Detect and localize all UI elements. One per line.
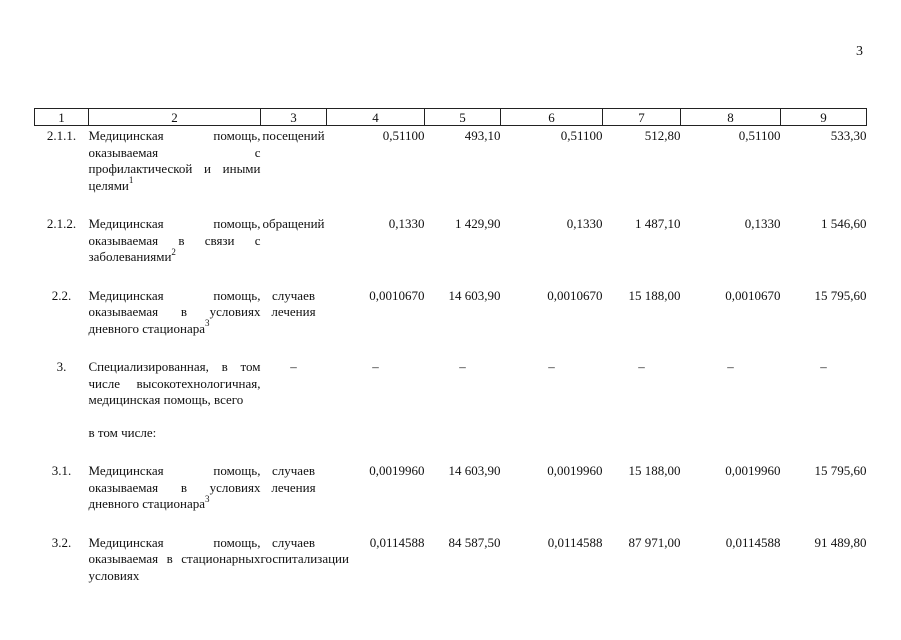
row-unit: случаев лечения — [271, 287, 316, 319]
cell-value: 14 603,90 — [448, 463, 501, 478]
cell-value: 0,0114588 — [725, 534, 781, 550]
row-unit: обращений — [262, 216, 325, 231]
row-name: Медицинская помощь, оказываемая в стационарных условиях — [88, 534, 261, 583]
row-name: Медицинская помощь, оказываемая в условиях дневного стационара$^3$ — [88, 287, 261, 336]
cell-value: 0,1330 — [388, 216, 425, 231]
cell-value: 512,80 — [644, 128, 681, 143]
cell-value: 493,10 — [464, 128, 501, 143]
footnote-ref: 3 — [205, 493, 210, 504]
table-row — [35, 463, 867, 535]
column-header: 8 — [681, 109, 781, 126]
column-header: 7 — [603, 109, 681, 126]
cell-value: 0,51100 — [382, 128, 425, 143]
cell-value: 0,0019960 — [547, 463, 603, 478]
column-header: 6 — [501, 109, 603, 126]
cell-value: 0,0010670 — [547, 287, 603, 303]
row-number: 3.1. — [51, 463, 72, 478]
cell-value: 14 603,90 — [448, 287, 501, 303]
table-header-row — [35, 109, 867, 126]
cell-value: 0,51100 — [738, 128, 781, 143]
table-row — [35, 126, 867, 217]
cell-value: 0,0010670 — [369, 287, 425, 303]
cell-value: 15 795,60 — [814, 287, 867, 303]
cell-value: – — [372, 359, 379, 374]
cell-value: 0,0114588 — [547, 534, 603, 550]
cell-value: 0,0114588 — [369, 534, 425, 550]
row-name: Специализированная, в том числе высокотехнологичная, медицинская помощь, всего — [88, 359, 261, 407]
cell-value: – — [459, 359, 466, 374]
row-number: 3.2. — [51, 534, 72, 550]
cell-value: 0,1330 — [744, 216, 781, 231]
footnote-ref: 2 — [171, 246, 176, 257]
standards-table — [34, 108, 867, 584]
column-header: 3 — [261, 109, 327, 126]
cell-value: 87 971,00 — [628, 534, 681, 550]
cell-value: 84 587,50 — [448, 534, 501, 550]
cell-value: 533,30 — [830, 128, 867, 143]
cell-value: 0,0019960 — [369, 463, 425, 478]
subheading: в том числе: — [88, 424, 157, 440]
row-number: 2.2. — [51, 287, 72, 303]
column-header: 4 — [327, 109, 425, 126]
cell-value: – — [548, 359, 555, 374]
column-header: 2 — [89, 109, 261, 126]
row-name: Медицинская помощь, оказываемая с профилактической и иными целями$^1$ — [88, 128, 261, 193]
cell-value: 0,51100 — [560, 128, 603, 143]
table-row — [35, 535, 867, 585]
column-header: 1 — [35, 109, 89, 126]
row-number: 2.1.2. — [46, 216, 77, 231]
row-unit: случаев лечения — [271, 463, 316, 495]
cell-value: 1 487,10 — [635, 216, 681, 231]
column-header: 5 — [425, 109, 501, 126]
cell-value: 0,0019960 — [725, 463, 781, 478]
table-row — [35, 288, 867, 360]
cell-value: 0,0010670 — [725, 287, 781, 303]
row-number: 3. — [56, 359, 67, 374]
cell-value: – — [638, 359, 645, 374]
cell-value: 1 429,90 — [455, 216, 501, 231]
table-row — [35, 216, 867, 288]
row-number: 2.1.1. — [46, 128, 77, 143]
cell-value: – — [727, 359, 734, 374]
cell-value: 91 489,80 — [814, 534, 867, 550]
page-number: 3 — [856, 44, 863, 59]
row-unit: посещений — [262, 128, 325, 143]
footnote-ref: 1 — [128, 175, 134, 186]
footnote-ref: 3 — [205, 318, 210, 329]
row-unit: – — [290, 359, 297, 374]
cell-value: 0,1330 — [566, 216, 603, 231]
row-unit: случаев госпитализации — [260, 534, 349, 566]
cell-value: 1 546,60 — [821, 216, 867, 231]
cell-value: 15 188,00 — [628, 463, 681, 478]
row-name: Медицинская помощь, оказываемая в связи с заболеваниями$^2$ — [88, 216, 261, 264]
table-subheading-row — [35, 421, 867, 464]
cell-value: 15 188,00 — [628, 287, 681, 303]
cell-value: – — [820, 359, 827, 374]
table-row — [35, 359, 867, 421]
column-header: 9 — [781, 109, 867, 126]
cell-value: 15 795,60 — [814, 463, 867, 478]
row-name: Медицинская помощь, оказываемая в условиях дневного стационара$^3$ — [88, 463, 261, 511]
